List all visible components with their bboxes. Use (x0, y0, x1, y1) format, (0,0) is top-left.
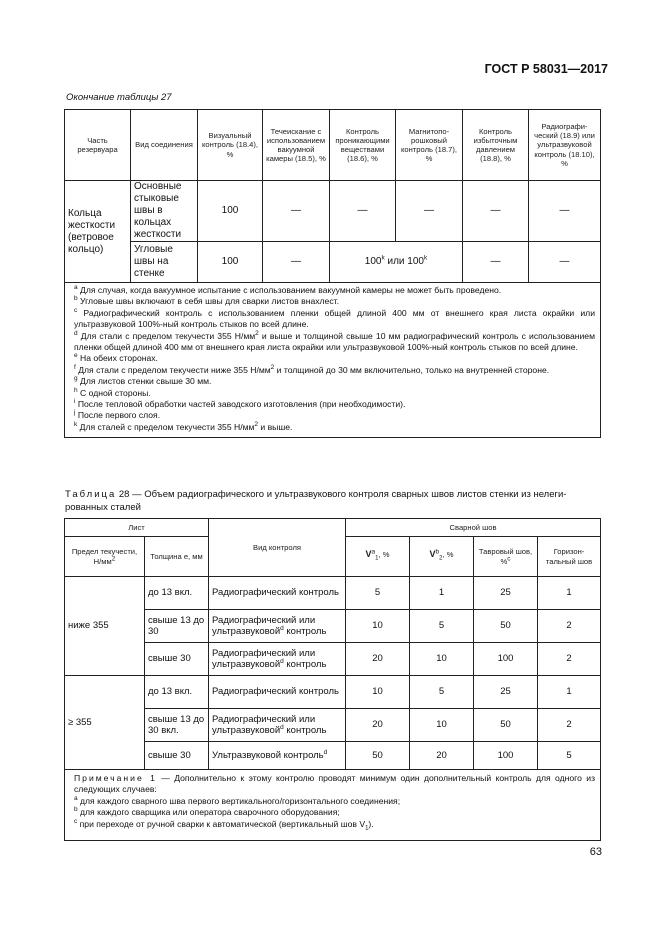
footnote-j: $^j$ После первого слоя. (74, 409, 161, 421)
vacuum-cell: — (263, 242, 330, 283)
header-penetrant: Контроль проникающими веществами (18.6), % (330, 110, 396, 181)
v2-cell: 10 (410, 709, 474, 742)
pressure-cell: — (463, 242, 529, 283)
header-control-type: Вид контроля (209, 519, 346, 577)
control-cell: Радиографический контроль (209, 676, 346, 709)
thickness-cell: свыше 13 до 30 вкл. (145, 709, 209, 742)
vacuum-cell: — (263, 181, 330, 242)
control-cell: Радиографический контроль (209, 577, 346, 610)
table-row (65, 643, 601, 676)
note-item-a: $^a$ для каждого сварного шва первого вертикального/горизонтального соединения; (74, 794, 401, 806)
footnote-f: $^f$ Для стали с пределом текучести ниже 355 $Н/мм^2$ и толщиной до 30 мм включительно, только на внутренней стороне. (74, 363, 550, 375)
header-thickness: Толщина e, мм (145, 537, 209, 577)
table-row (65, 676, 601, 709)
document-id: ГОСТ Р 58031—2017 (484, 62, 608, 76)
v1-cell: 5 (346, 577, 410, 610)
footnotes-row (65, 283, 601, 438)
page-number: 63 (589, 846, 602, 858)
v2-cell: 20 (410, 742, 474, 770)
tee-cell: 50 (474, 610, 538, 643)
note-row (65, 770, 601, 841)
penetrant-cell: — (330, 181, 396, 242)
table28-group-header-row (65, 519, 601, 537)
footnote-g: $^g$ Для листов стенки свыше 30 мм. (74, 375, 212, 387)
tee-cell: 100 (474, 643, 538, 676)
footnote-c: $^c$ Радиографический контроль с использованием пленки общей длиной 400 мм от внешнего края листа окрайки или ультразвуковой 100%-ный контроль стыков по всей длине. (74, 306, 595, 330)
header-v1: $V^a_1$, % (346, 537, 410, 577)
header-sheet: Лист (65, 519, 209, 537)
header-weld: Сварной шов (346, 519, 601, 537)
header-joint-type: Вид соединения (131, 110, 198, 181)
merged-cell: 100$^k$ или 100$^k$ (330, 242, 463, 283)
tee-cell: 25 (474, 577, 538, 610)
footnote-a: $^a$ Для случая, когда вакуумное испытание с использованием вакуумной камеры не может быть проведено. (74, 284, 502, 295)
table27-header-row (65, 110, 601, 181)
header-radiographic: Радиографический (18.9) или ультразвуковой контроль (18.10), % (529, 110, 601, 181)
tee-cell: 100 (474, 742, 538, 770)
v2-cell: 10 (410, 643, 474, 676)
footnote-h: $^h$ С одной стороны. (74, 386, 151, 398)
thickness-cell: до 13 вкл. (145, 676, 209, 709)
v1-cell: 10 (346, 610, 410, 643)
thickness-cell: свыше 30 (145, 742, 209, 770)
joint-type-cell: Угловые швы на стенке (131, 242, 198, 283)
tee-cell: 50 (474, 709, 538, 742)
radiographic-cell: — (529, 242, 601, 283)
v1-cell: 10 (346, 676, 410, 709)
yield-group-cell: ≥ 355 (65, 676, 145, 770)
visual-cell: 100 (198, 242, 263, 283)
table-row (65, 610, 601, 643)
visual-cell: 100 (198, 181, 263, 242)
footnote-d: $^d$ Для стали с пределом текучести 355 $Н/мм^2$ и выше и толщиной свыше 10 мм радиографический контроль с использованием пленки общей длиной 400 мм от внешнего края листа окрайки или ультразвуковой 100%-ный контроль стыков по всей длине. (74, 329, 595, 353)
footnote-b: $^b$ Угловые швы включают в себя швы для сварки листов внахлест. (74, 295, 339, 307)
note-cell (65, 770, 601, 841)
horizontal-cell: 1 (538, 577, 601, 610)
control-cell: Ультразвуковой контроль$^d$ (209, 742, 346, 770)
table-28 (64, 518, 601, 841)
table-row (65, 181, 601, 242)
header-vacuum: Течеискание с использованием вакуумной камеры (18.5), % (263, 110, 330, 181)
magnetic-cell: — (396, 181, 463, 242)
radiographic-cell: — (529, 181, 601, 242)
v2-cell: 5 (410, 676, 474, 709)
table-row (65, 242, 601, 283)
v1-cell: 20 (346, 709, 410, 742)
table-row (65, 577, 601, 610)
table28-caption: Таблица 28 — Объем радиографического и ультразвукового контроля сварных швов листов стенки из нелегированных сталей (65, 489, 567, 513)
tee-cell: 25 (474, 676, 538, 709)
footnotes-cell (65, 283, 601, 438)
header-tee: Тавровый шов, %$^c$ (474, 537, 538, 577)
horizontal-cell: 2 (538, 610, 601, 643)
note-item-b: $^b$ для каждого сварщика или оператора сварочного оборудования; (74, 806, 340, 818)
header-magnetic: Магнитопорошковый контроль (18.7), % (396, 110, 463, 181)
part-cell: Кольца жесткости (ветровое кольцо) (65, 181, 131, 283)
header-visual: Визуальный контроль (18.4), % (198, 110, 263, 181)
table-row (65, 742, 601, 770)
v2-cell: 5 (410, 610, 474, 643)
header-v2: $V^b_2$, % (410, 537, 474, 577)
thickness-cell: свыше 30 (145, 643, 209, 676)
horizontal-cell: 2 (538, 643, 601, 676)
yield-group-cell: ниже 355 (65, 577, 145, 676)
header-pressure: Контроль избыточным давлением (18.8), % (463, 110, 529, 181)
footnote-i: $^i$ После тепловой обработки частей заводского изготовления (при необходимости). (74, 398, 406, 410)
horizontal-cell: 5 (538, 742, 601, 770)
control-cell: Радиографический или ультразвуковой$^d$ контроль (209, 643, 346, 676)
footnote-k: $^k$ Для сталей с пределом текучести 355 $Н/мм^2$ и выше. (74, 421, 293, 432)
note-item-c: $^c$ при переходе от ручной сварки к автоматической (вертикальный шов $V_1$). (74, 817, 374, 832)
v1-cell: 20 (346, 643, 410, 676)
note-intro: Примечание 1 — Дополнительно к этому контролю проводят минимум один дополнительный контроль для одного из следующих случаев: (74, 773, 596, 795)
table-row (65, 709, 601, 742)
header-horizontal: Горизонтальный шов (538, 537, 601, 577)
thickness-cell: до 13 вкл. (145, 577, 209, 610)
horizontal-cell: 1 (538, 676, 601, 709)
pressure-cell: — (463, 181, 529, 242)
horizontal-cell: 2 (538, 709, 601, 742)
control-cell: Радиографический или ультразвуковой$^d$ контроль (209, 610, 346, 643)
table27-caption: Окончание таблицы 27 (66, 92, 172, 103)
joint-type-cell: Основные стыковые швы в кольцах жесткости (131, 181, 198, 242)
v2-cell: 1 (410, 577, 474, 610)
table-27 (64, 109, 601, 438)
control-cell: Радиографический или ультразвуковой$^d$ контроль (209, 709, 346, 742)
header-part: Часть резервуара (65, 110, 131, 181)
thickness-cell: свыше 13 до 30 (145, 610, 209, 643)
footnote-e: $^e$ На обеих сторонах. (74, 352, 158, 364)
header-yield: Предел текучести, $Н/мм^2$ (65, 537, 145, 577)
v1-cell: 50 (346, 742, 410, 770)
